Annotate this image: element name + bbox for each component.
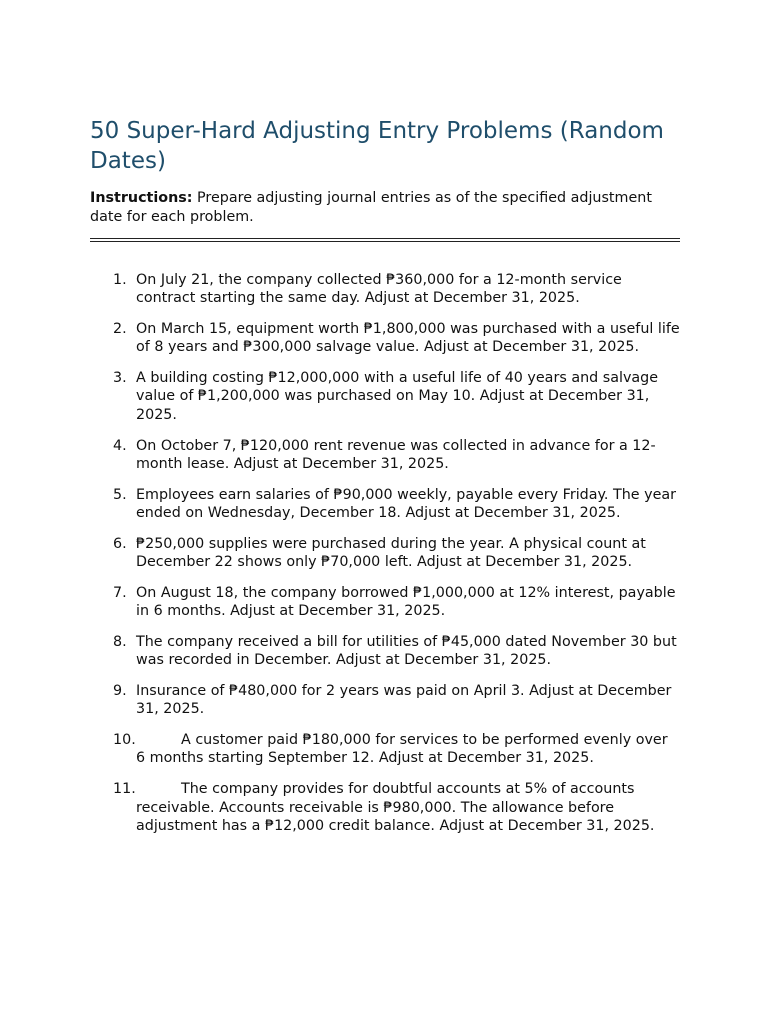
problem-list — [90, 271, 680, 835]
problem-item — [90, 682, 680, 719]
problem-item — [90, 271, 680, 308]
instructions-paragraph — [90, 189, 680, 226]
problem-item — [90, 437, 680, 474]
problem-number: 10. — [113, 732, 136, 749]
problem-item — [90, 584, 680, 621]
problem-text: ₱250,000 supplies were purchased during the year. A physical count at December 22 shows only ₱70,000 left. Adjust at December 31, 2025. — [136, 535, 646, 571]
double-rule-divider — [90, 238, 680, 242]
instructions-text: Prepare adjusting journal entries as of the specified adjustment date for each problem. — [90, 190, 652, 225]
problem-text: Employees earn salaries of ₱90,000 weekly, payable every Friday. The year ended on Wednesday, December 18. Adjust at December 31, 2025. — [136, 486, 677, 521]
problem-item — [90, 780, 680, 835]
problem-number: 7. — [113, 584, 127, 601]
problem-number: 2. — [113, 321, 127, 338]
problem-number: 3. — [113, 370, 127, 387]
document-title: 50 Super-Hard Adjusting Entry Problems (Random Dates) — [90, 118, 664, 174]
problem-text: A building costing ₱12,000,000 with a useful life of 40 years and salvage value of ₱1,200,000 was purchased on May 10. Adjust at December 31, 2025. — [136, 370, 659, 423]
problem-number: 6. — [113, 535, 127, 552]
problem-number: 8. — [113, 633, 127, 650]
problem-text: On July 21, the company collected ₱360,000 for a 12-month service contract starting the same day. Adjust at December 31, 2025. — [136, 272, 622, 307]
problem-item — [90, 486, 680, 523]
problem-item — [90, 633, 680, 670]
instructions-label: Instructions: — [90, 190, 193, 206]
problem-text: Insurance of ₱480,000 for 2 years was paid on April 3. Adjust at December 31, 2025. — [136, 683, 672, 718]
problem-item — [90, 320, 680, 357]
problem-text: A customer paid ₱180,000 for services to be performed evenly over 6 months starting September 12. Adjust at December 31, 2025. — [136, 732, 668, 767]
problem-text: On October 7, ₱120,000 rent revenue was collected in advance for a 12-month lease. Adjust at December 31, 2025. — [136, 437, 656, 472]
problem-number: 4. — [113, 437, 127, 454]
problem-number: 1. — [113, 272, 127, 288]
document-page — [90, 116, 680, 848]
problem-text: On August 18, the company borrowed ₱1,000,000 at 12% interest, payable in 6 months. Adjust at December 31, 2025. — [136, 584, 676, 620]
problem-text: The company received a bill for utilities of ₱45,000 dated November 30 but was recorded in December. Adjust at December 31, 2025. — [136, 633, 677, 669]
problem-number: 9. — [113, 683, 127, 700]
problem-item — [90, 369, 680, 424]
problem-text: The company provides for doubtful accounts at 5% of accounts receivable. Accounts receivable is ₱980,000. The allowance before adjustment has a ₱12,000 credit balance. Adjust at December 31, 2025. — [136, 781, 655, 834]
problem-number: 5. — [113, 486, 127, 503]
problem-item — [90, 535, 680, 572]
problem-item — [90, 731, 680, 768]
problem-number: 11. — [113, 781, 136, 798]
problem-text: On March 15, equipment worth ₱1,800,000 was purchased with a useful life of 8 years and ₱300,000 salvage value. Adjust at December 31, 2025. — [136, 321, 680, 356]
